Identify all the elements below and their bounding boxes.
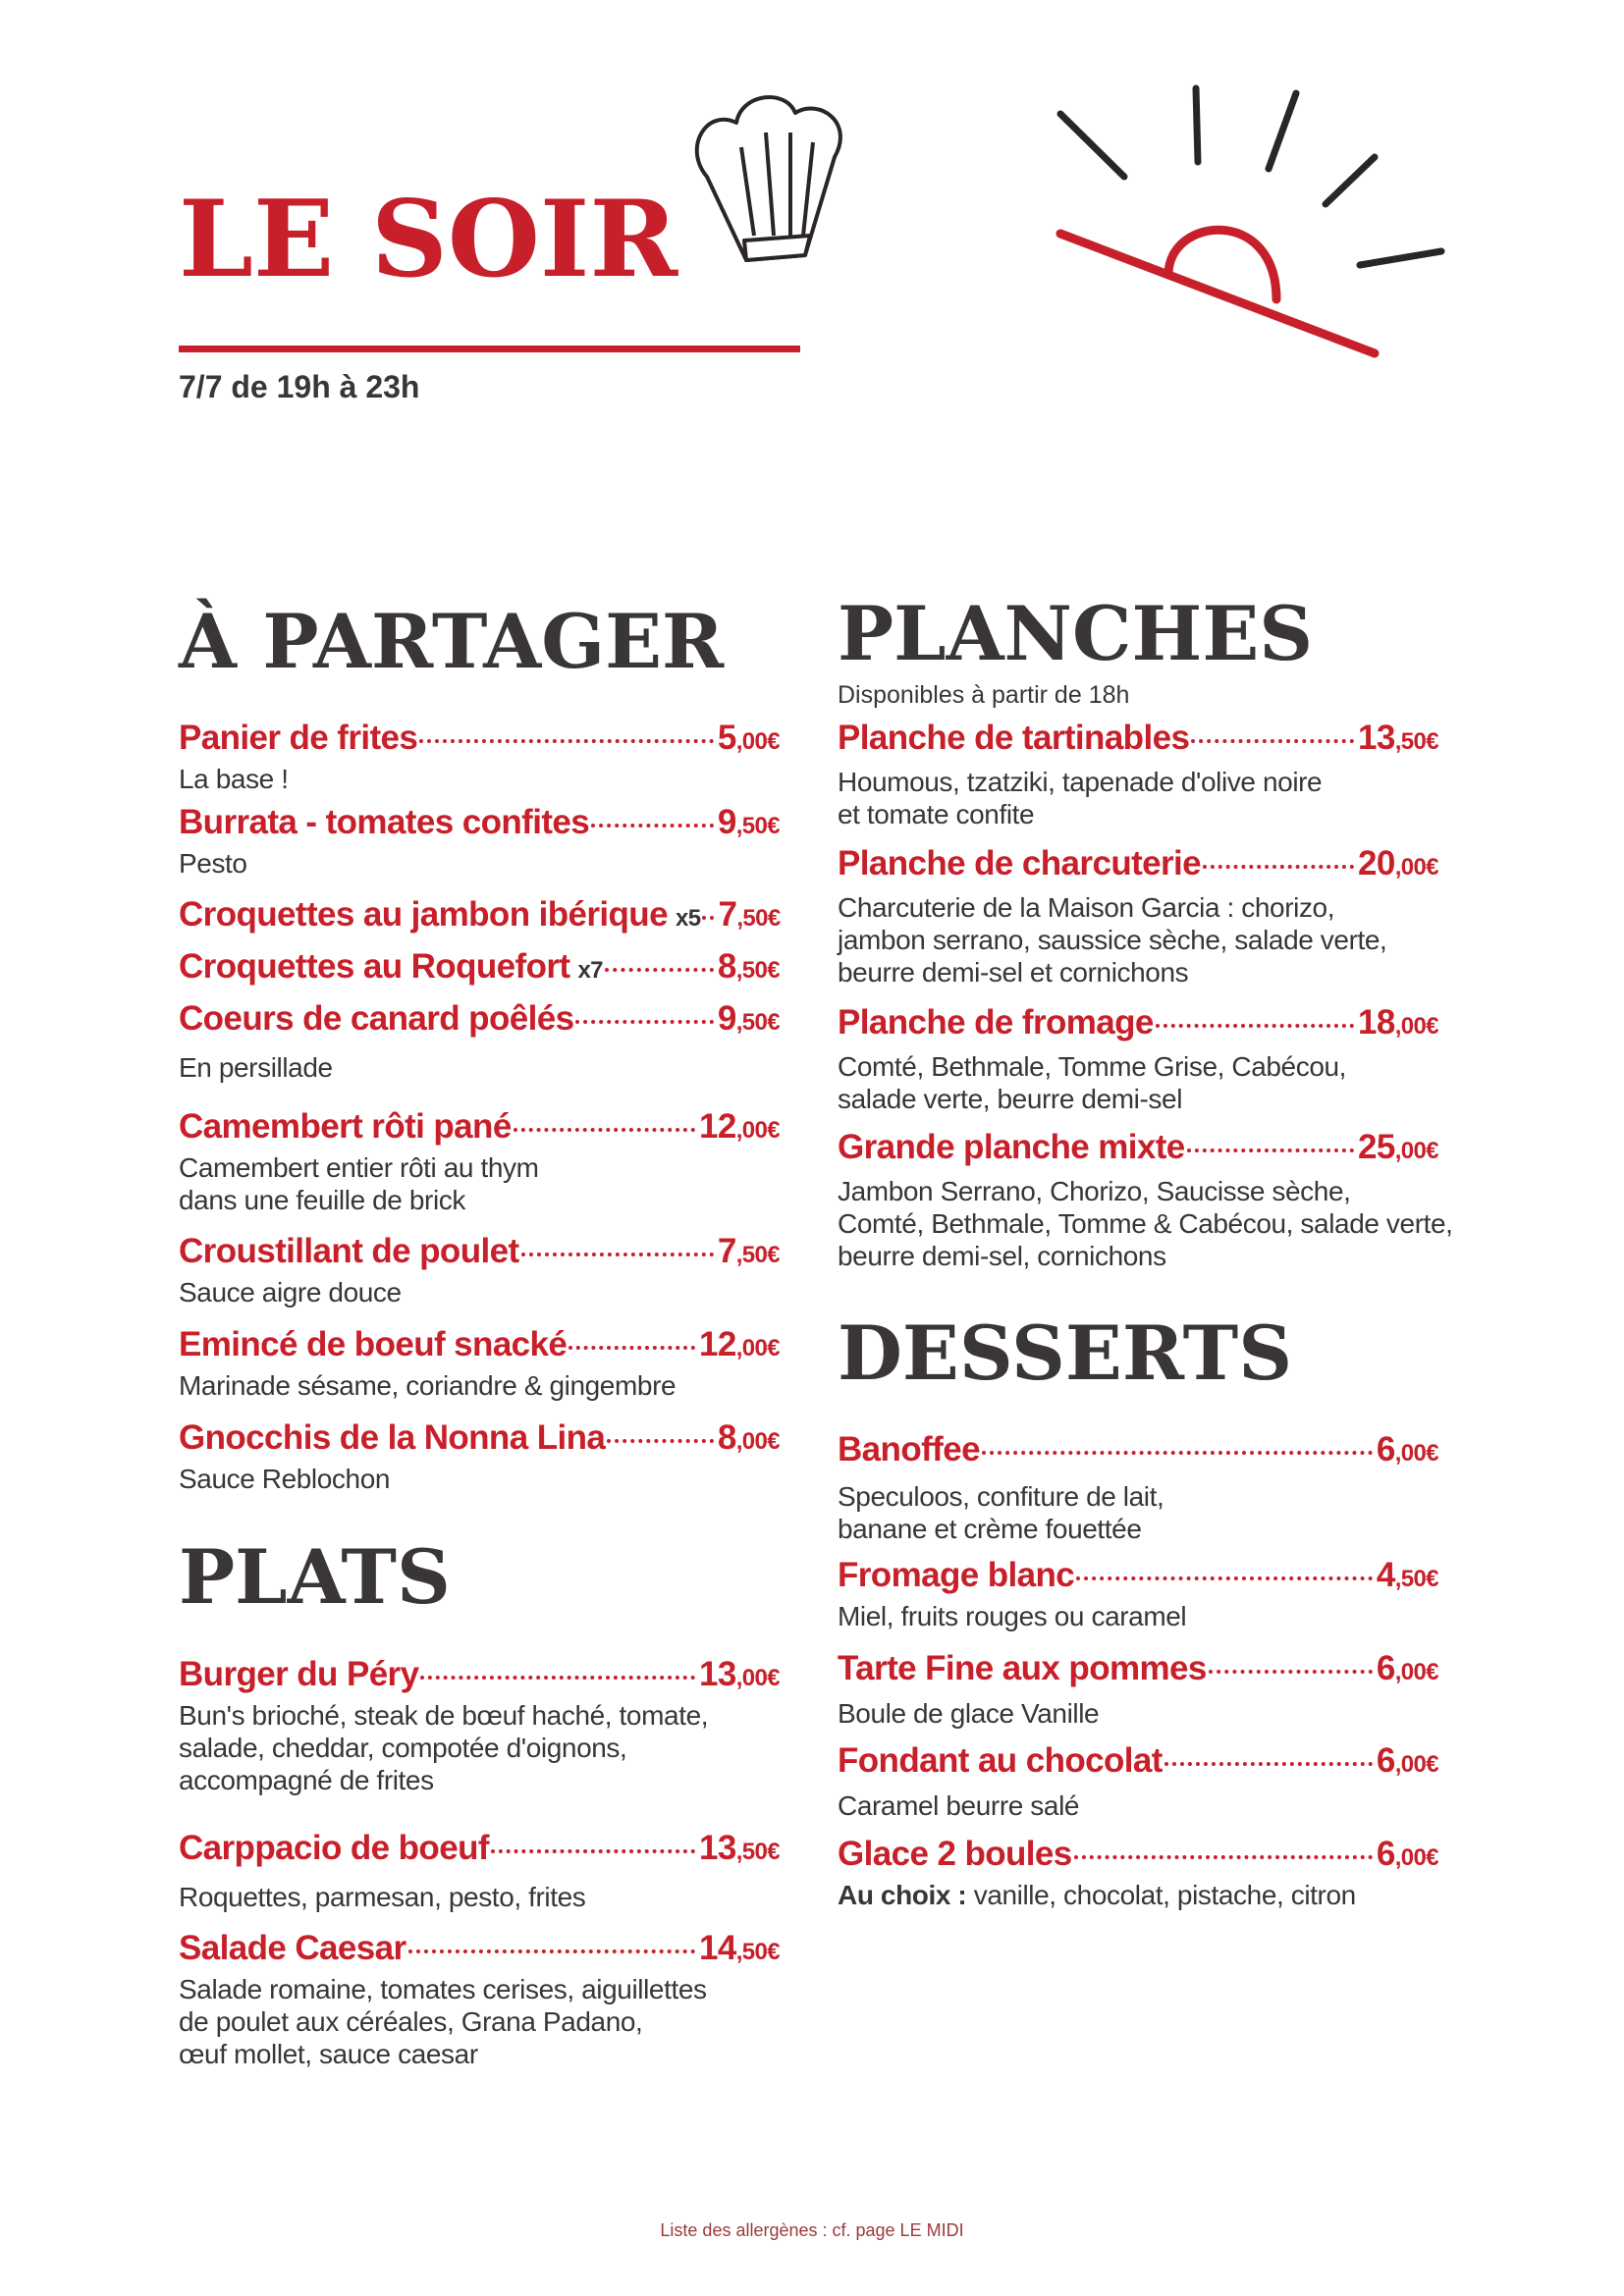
price-main: 9 — [717, 802, 736, 841]
menu-item-name: Banoffee — [838, 1429, 980, 1468]
price-cents: ,50€ — [735, 957, 780, 985]
menu-item-price — [1377, 1647, 1438, 1693]
menu-item-price — [718, 717, 780, 763]
menu-item-title-row — [179, 997, 780, 1043]
menu-item — [179, 997, 780, 1084]
menu-item-title-row — [179, 1105, 780, 1151]
menu-item — [179, 1827, 780, 1913]
price-main: 6 — [1376, 1429, 1395, 1468]
description-text: Pesto — [179, 847, 247, 879]
dotted-leader — [1076, 1576, 1373, 1580]
price-main: 12 — [698, 1106, 736, 1146]
menu-item-price — [718, 893, 780, 939]
menu-item — [179, 945, 780, 991]
menu-item — [179, 1416, 780, 1495]
price-cents: ,00€ — [735, 728, 780, 755]
menu-item-description — [179, 1973, 780, 2070]
menu-item-title-row — [838, 1554, 1438, 1600]
menu-item — [838, 1833, 1438, 1911]
price-cents: ,00€ — [1394, 1844, 1438, 1872]
price-cents: ,00€ — [1394, 1751, 1438, 1779]
menu-item-description — [838, 1600, 1438, 1632]
menu-item-description — [838, 891, 1438, 988]
description-text: La base ! — [179, 764, 289, 794]
price-main: 6 — [1376, 1741, 1395, 1781]
page-title: LE SOIR — [179, 178, 678, 301]
chef-hat-icon — [687, 88, 874, 275]
price-main: 5 — [717, 719, 736, 757]
menu-item — [179, 1323, 780, 1402]
menu-item-price — [1358, 1001, 1438, 1047]
price-cents: ,00€ — [1394, 1137, 1438, 1164]
section-heading-desserts: DESSERTS — [838, 1309, 1293, 1397]
price-cents: ,50€ — [1394, 728, 1438, 755]
menu-item-title-row — [179, 1827, 780, 1873]
menu-item-title-row — [179, 1416, 780, 1463]
description-text: Houmous, tzatziki, tapenade d'olive noire et tomate confite — [838, 767, 1323, 829]
menu-item-price — [718, 1230, 780, 1276]
menu-item-name: Burger du Péry — [179, 1654, 419, 1693]
description-text: Miel, fruits rouges ou caramel — [838, 1600, 1187, 1631]
description-text: Speculoos, confiture de lait, banane et crème fouettée — [838, 1480, 1164, 1544]
menu-item-quantity: x5 — [675, 905, 701, 933]
menu-item-price — [718, 801, 780, 847]
menu-item-price — [699, 1653, 780, 1699]
menu-item-name: Planche de charcuterie — [838, 843, 1202, 882]
menu-item — [838, 842, 1438, 988]
dotted-leader — [1191, 739, 1354, 743]
menu-item-name: Planche de tartinables — [838, 719, 1190, 757]
menu-item — [179, 1927, 780, 2070]
dotted-leader — [702, 916, 714, 920]
price-cents: ,50€ — [735, 1939, 780, 1966]
menu-item-description — [179, 1151, 780, 1216]
price-main: 7 — [718, 895, 737, 934]
menu-item-price — [699, 1105, 780, 1151]
menu-item-price — [718, 945, 780, 991]
price-main: 8 — [717, 947, 736, 987]
menu-item — [838, 1126, 1453, 1272]
menu-item-title-row — [179, 717, 780, 763]
menu-item — [838, 1554, 1438, 1632]
menu-item-name: Glace 2 boules — [838, 1835, 1072, 1874]
price-main: 9 — [717, 998, 736, 1038]
menu-item-description — [179, 1369, 780, 1402]
menu-item-description — [179, 1699, 780, 1796]
description-text: Caramel beurre salé — [838, 1790, 1080, 1822]
menu-item-name: Planche de fromage — [838, 1003, 1154, 1042]
menu-item-name: Tarte Fine aux pommes — [838, 1648, 1207, 1687]
menu-item-title-row — [179, 893, 780, 939]
price-cents: ,50€ — [736, 905, 781, 933]
menu-item-description — [838, 1480, 1438, 1545]
menu-item-name: Fondant au chocolat — [838, 1741, 1163, 1781]
description-text: vanille, chocolat, pistache, citron — [966, 1880, 1356, 1911]
menu-item-name: Emincé de boeuf snacké — [179, 1325, 568, 1364]
dotted-leader — [591, 824, 714, 828]
menu-item-price — [1358, 717, 1438, 763]
menu-item-description — [838, 1050, 1438, 1115]
menu-item-description — [838, 766, 1438, 830]
menu-item-title-row — [838, 1428, 1438, 1474]
allergen-note: Liste des allergènes : cf. page LE MIDI — [660, 2220, 964, 2240]
menu-item — [179, 893, 780, 939]
menu-item-description — [179, 1881, 780, 1913]
menu-item-price — [718, 997, 780, 1043]
menu-item — [179, 801, 780, 880]
dotted-leader — [420, 1676, 695, 1680]
dotted-leader — [1203, 865, 1354, 869]
description-text: Boule de glace Vanille — [838, 1697, 1100, 1729]
menu-item-title-row — [838, 842, 1438, 888]
menu-item-title-row — [838, 1001, 1438, 1047]
price-main: 20 — [1357, 843, 1395, 882]
menu-item-name: Croquettes au jambon ibérique — [179, 895, 668, 934]
price-cents: ,00€ — [1394, 1658, 1438, 1685]
dotted-leader — [982, 1451, 1373, 1455]
menu-item-description — [179, 847, 780, 880]
menu-item-name: Gnocchis de la Nonna Lina — [179, 1417, 606, 1457]
description-text: Camembert entier rôti au thym dans une feuille de brick — [179, 1151, 539, 1215]
menu-item-title-row — [179, 1323, 780, 1369]
price-cents: ,50€ — [735, 812, 780, 839]
menu-item — [838, 1001, 1438, 1115]
menu-item-description — [838, 1697, 1438, 1730]
menu-item-title-row — [179, 1230, 780, 1276]
menu-item-title-row — [838, 717, 1438, 763]
price-cents: ,50€ — [1394, 1565, 1438, 1592]
menu-item-price — [1377, 1428, 1438, 1474]
menu-item-name: Fromage blanc — [838, 1555, 1075, 1594]
dotted-leader — [1209, 1670, 1373, 1674]
price-main: 8 — [717, 1417, 736, 1457]
menu-item-title-row — [179, 801, 780, 847]
menu-item-name: Camembert rôti pané — [179, 1106, 512, 1146]
price-cents: ,50€ — [735, 1839, 780, 1865]
price-cents: ,00€ — [735, 1427, 780, 1455]
price-main: 6 — [1376, 1648, 1395, 1687]
menu-item-description — [838, 1175, 1453, 1272]
price-main: 18 — [1357, 1003, 1395, 1042]
description-text: Jambon Serrano, Chorizo, Saucisse sèche, Comté, Bethmale, Tomme & Cabécou, salade verte, beurre demi-sel, cornichons — [838, 1175, 1453, 1271]
description-text: Sauce Reblochon — [179, 1463, 391, 1494]
menu-item — [838, 717, 1438, 830]
menu-item-description — [179, 1051, 780, 1084]
sunset-icon — [1051, 79, 1453, 373]
dotted-leader — [514, 1128, 695, 1132]
dotted-leader — [419, 739, 714, 743]
price-cents: ,50€ — [735, 1008, 780, 1036]
dotted-leader — [605, 968, 714, 972]
menu-item-price — [1377, 1554, 1438, 1600]
dotted-leader — [607, 1439, 714, 1443]
price-cents: ,00€ — [1394, 1439, 1438, 1467]
menu-item-name: Salade Caesar — [179, 1929, 406, 1968]
price-main: 7 — [717, 1232, 736, 1271]
menu-item-price — [699, 1323, 780, 1369]
menu-item-title-row — [838, 1833, 1438, 1879]
price-cents: ,00€ — [1394, 853, 1438, 881]
price-cents: ,00€ — [1394, 1013, 1438, 1041]
price-cents: ,00€ — [735, 1664, 780, 1691]
menu-item-title-row — [179, 1927, 780, 1973]
menu-item-title-row — [838, 1739, 1438, 1786]
description-emphasis: Au choix : — [838, 1880, 967, 1911]
price-main: 6 — [1376, 1835, 1395, 1874]
menu-item-description — [179, 1276, 780, 1308]
opening-hours: 7/7 de 19h à 23h — [179, 369, 420, 404]
price-main: 13 — [698, 1654, 736, 1693]
price-main: 13 — [698, 1829, 736, 1867]
menu-item-name: Burrata - tomates confites — [179, 802, 590, 841]
menu-item-price — [1358, 842, 1438, 888]
menu-item — [838, 1647, 1438, 1730]
menu-item — [179, 1105, 780, 1216]
price-cents: ,50€ — [735, 1242, 780, 1269]
price-main: 14 — [698, 1929, 736, 1968]
menu-item-description — [838, 1879, 1438, 1911]
menu-item-title-row — [838, 1647, 1438, 1693]
planches-availability: Disponibles à partir de 18h — [838, 681, 1130, 709]
description-text: Bun's brioché, steak de bœuf haché, tomate, salade, cheddar, compotée d'oignons, accompagné de frites — [179, 1699, 709, 1795]
menu-item-title-row — [838, 1126, 1438, 1172]
menu-item-name: Grande planche mixte — [838, 1127, 1185, 1166]
section-heading-planches: PLANCHES — [838, 590, 1314, 677]
menu-item-title-row — [179, 1653, 780, 1699]
menu-item-name: Carppacio de boeuf — [179, 1829, 489, 1867]
description-text: Salade romaine, tomates cerises, aiguillettes de poulet aux céréales, Grana Padano, œuf mollet, sauce caesar — [179, 1974, 707, 2070]
price-main: 25 — [1357, 1127, 1395, 1166]
description-text: Roquettes, parmesan, pesto, frites — [179, 1882, 586, 1912]
menu-item — [838, 1428, 1438, 1545]
price-cents: ,00€ — [735, 1335, 780, 1362]
dotted-leader — [568, 1346, 695, 1350]
menu-item-price — [699, 1927, 780, 1973]
dotted-leader — [1187, 1148, 1354, 1152]
menu-item-name: Coeurs de canard poêlés — [179, 998, 574, 1038]
title-underline — [179, 346, 800, 352]
menu-item — [179, 1653, 780, 1796]
dotted-leader — [1074, 1855, 1373, 1859]
price-cents: ,00€ — [735, 1116, 780, 1144]
dotted-leader — [575, 1020, 713, 1024]
menu-item-price — [1377, 1833, 1438, 1879]
menu-item-description — [838, 1789, 1438, 1822]
dotted-leader — [491, 1849, 695, 1853]
dotted-leader — [408, 1949, 695, 1953]
price-main: 4 — [1376, 1555, 1395, 1594]
price-main: 12 — [698, 1325, 736, 1364]
menu-item-price — [699, 1827, 780, 1873]
section-heading-partager: À PARTAGER — [179, 598, 725, 685]
menu-item-description — [179, 763, 780, 795]
menu-item-quantity: x7 — [577, 957, 603, 985]
dotted-leader — [521, 1253, 714, 1256]
dotted-leader — [1156, 1024, 1354, 1028]
menu-item-name: Croquettes au Roquefort — [179, 947, 570, 987]
menu-item-name: Panier de frites — [179, 719, 418, 757]
description-text: Comté, Bethmale, Tomme Grise, Cabécou, salade verte, beurre demi-sel — [838, 1051, 1347, 1115]
menu-item-price — [1358, 1126, 1438, 1172]
section-heading-plats: PLATS — [179, 1533, 451, 1621]
price-main: 13 — [1357, 719, 1395, 757]
description-text: Marinade sésame, coriandre & gingembre — [179, 1370, 677, 1402]
menu-item — [179, 717, 780, 795]
menu-item-name: Croustillant de poulet — [179, 1232, 519, 1271]
menu-item — [179, 1230, 780, 1308]
description-text: Sauce aigre douce — [179, 1277, 402, 1308]
menu-item — [838, 1739, 1438, 1822]
menu-item-price — [1377, 1739, 1438, 1786]
menu-item-description — [179, 1463, 780, 1495]
description-text: Charcuterie de la Maison Garcia : chorizo, jambon serrano, saussice sèche, salade verte, beurre demi-sel et cornichons — [838, 891, 1387, 988]
dotted-leader — [1164, 1762, 1373, 1766]
menu-item-title-row — [179, 945, 780, 991]
menu-item-price — [718, 1416, 780, 1463]
description-text: En persillade — [179, 1051, 333, 1083]
